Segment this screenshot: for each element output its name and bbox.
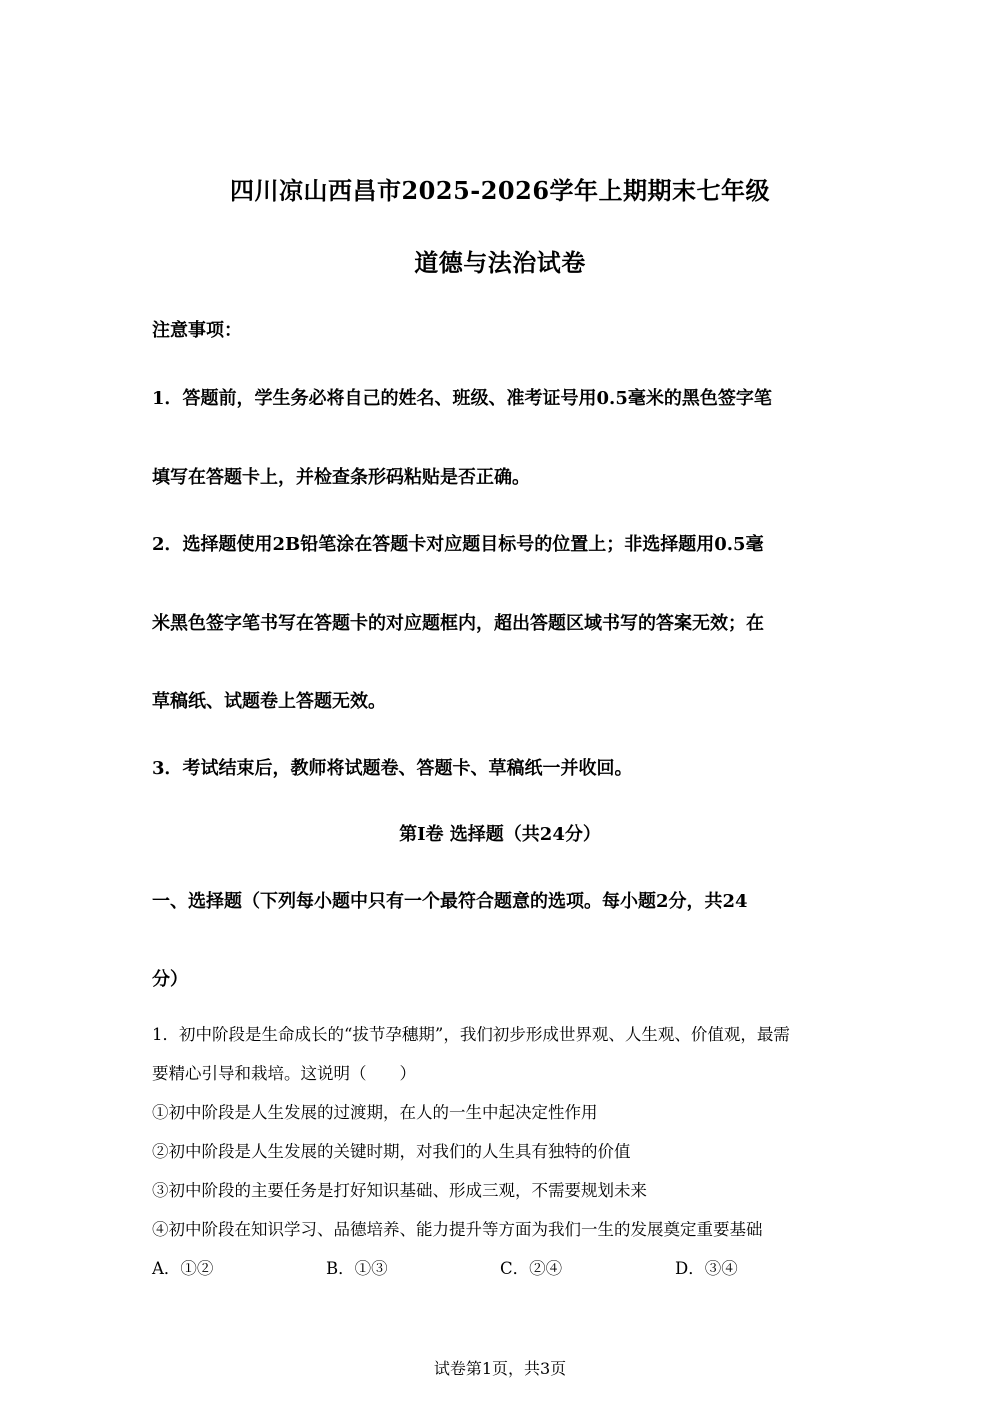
section-heading-cont: 分）: [152, 969, 188, 990]
question-statement: ④初中阶段在知识学习、品德培养、能力提升等方面为我们一生的发展奠定重要基础: [152, 1220, 763, 1239]
part1-heading: 第I卷 选择题（共24分）: [399, 824, 601, 845]
exam-title: 四川凉山西昌市2025-2026学年上期期末七年级: [229, 176, 771, 205]
answer-option-c: C．②④: [500, 1259, 563, 1278]
question-statement: ①初中阶段是人生发展的过渡期，在人的一生中起决定性作用: [152, 1103, 598, 1122]
answer-option-a: A．①②: [152, 1259, 214, 1278]
notes-line: 草稿纸、试题卷上答题无效。: [152, 691, 386, 712]
answer-option-b: B．①③: [326, 1259, 388, 1278]
question-stem: 1．初中阶段是生命成长的“拔节孕穗期”，我们初步形成世界观、人生观、价值观，最需: [152, 1025, 790, 1044]
exam-subject-title: 道德与法治试卷: [414, 248, 586, 277]
notes-line: 1．答题前，学生务必将自己的姓名、班级、准考证号用0.5毫米的黑色签字笔: [152, 388, 772, 409]
notes-line: 2．选择题使用2B铅笔涂在答题卡对应题目标号的位置上；非选择题用0.5毫: [152, 534, 764, 555]
answer-option-d: D．③④: [675, 1259, 738, 1278]
notes-line: 3．考试结束后，教师将试题卷、答题卡、草稿纸一并收回。: [152, 758, 633, 779]
notes-line: 填写在答题卡上，并检查条形码粘贴是否正确。: [152, 467, 530, 488]
page-footer: 试卷第1页，共3页: [433, 1359, 567, 1378]
question-stem-cont: 要精心引导和栽培。这说明（ ）: [152, 1064, 416, 1083]
notes-line: 米黑色签字笔书写在答题卡的对应题框内，超出答题区域书写的答案无效；在: [152, 613, 764, 634]
section-heading: 一、选择题（下列每小题中只有一个最符合题意的选项。每小题2分，共24: [152, 891, 748, 912]
notes-heading: 注意事项：: [152, 320, 242, 341]
question-statement: ②初中阶段是人生发展的关键时期，对我们的人生具有独特的价值: [152, 1142, 631, 1161]
question-statement: ③初中阶段的主要任务是打好知识基础、形成三观，不需要规划未来: [152, 1181, 647, 1200]
